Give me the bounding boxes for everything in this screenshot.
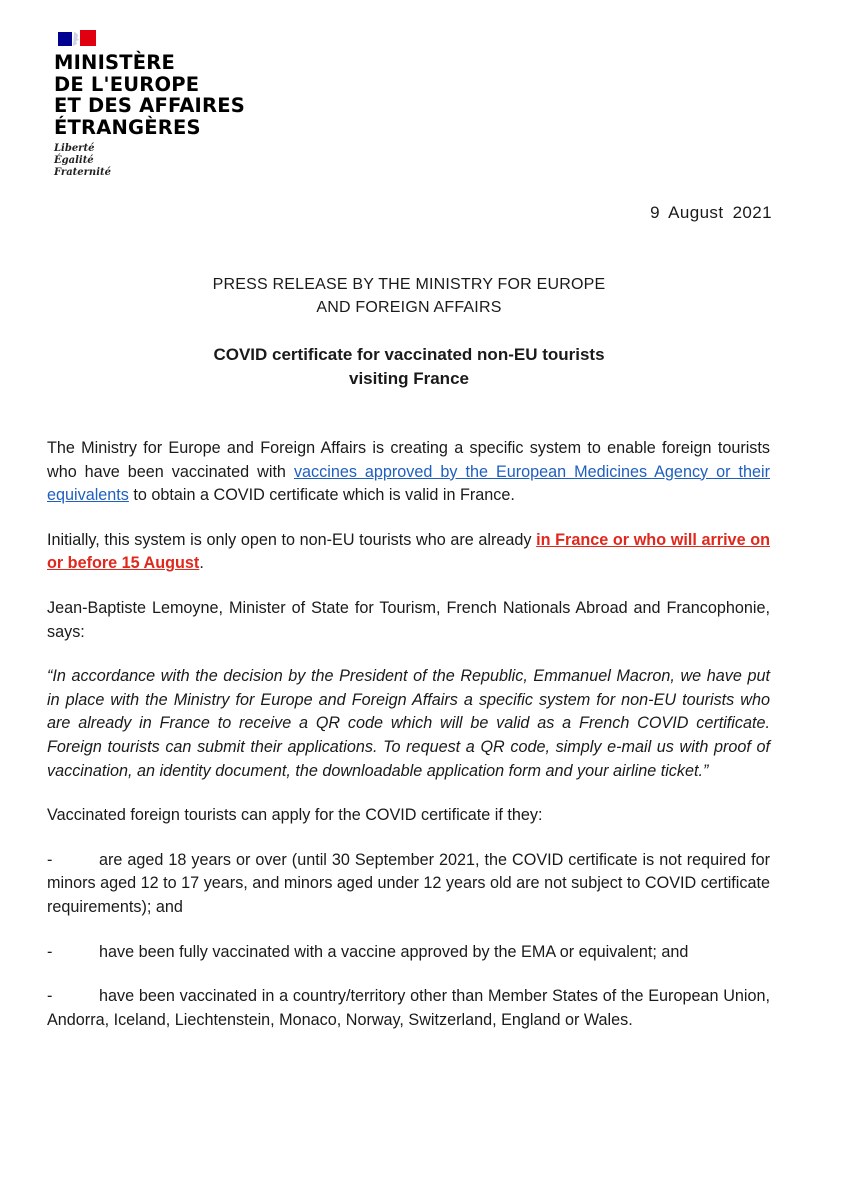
intro-text-end: to obtain a COVID certificate which is valid in France. xyxy=(128,486,515,505)
bullet-dash: - xyxy=(47,987,53,1006)
release-body xyxy=(47,437,770,1053)
press-release-line: PRESS RELEASE BY THE MINISTRY FOR EUROPE xyxy=(212,276,606,293)
ministry-logo xyxy=(54,22,254,179)
condition-text: have been vaccinated in a country/territory other than Member States of the European Union, Andorra, Iceland, Liechtenstein, Monaco, Norway, Switzerland, England or Wales. xyxy=(47,987,770,1029)
condition-item xyxy=(47,849,770,920)
marianne-profile-icon xyxy=(72,32,80,46)
condition-item xyxy=(47,941,770,965)
ministry-line: DE L'EUROPE xyxy=(54,72,200,96)
condition-item xyxy=(47,985,770,1032)
ministry-line: ET DES AFFAIRES xyxy=(54,94,245,117)
title-line: COVID certificate for vaccinated non-EU tourists xyxy=(213,345,605,364)
scope-text-end: . xyxy=(199,554,204,573)
bullet-dash: - xyxy=(47,942,53,961)
flag-red-block xyxy=(80,30,96,46)
conditions-intro: Vaccinated foreign tourists can apply for the COVID certificate if they: xyxy=(47,806,543,825)
bullet-dash: - xyxy=(47,850,53,869)
title-line: visiting France xyxy=(349,369,469,388)
condition-text: are aged 18 years or over (until 30 September 2021, the COVID certificate is not required for minors aged 12 to 17 years, and minors aged under 12 years old are not subject to COVID certificate requirements); and xyxy=(47,850,770,916)
arrival-deadline-highlight: in France or who will arrive on or before 15 August xyxy=(47,530,770,573)
motto xyxy=(54,143,254,179)
intro-text-start: The Ministry for Europe and Foreign Affairs is creating a specific system to enable foreign tourists who have been vaccinated with xyxy=(47,439,770,481)
condition-text: have been fully vaccinated with a vaccine approved by the EMA or equivalent; and xyxy=(99,942,689,961)
scope-text-start: Initially, this system is only open to non-EU tourists who are already xyxy=(47,530,537,549)
motto-line: Fraternité xyxy=(54,167,111,178)
scope-paragraph xyxy=(47,529,770,576)
press-release-line: AND FOREIGN AFFAIRS xyxy=(316,299,502,316)
motto-line: Égalité xyxy=(54,155,94,166)
page-title xyxy=(0,343,818,391)
marianne-flag-icon xyxy=(58,22,254,46)
minister-quote: “In accordance with the decision by the President of the Republic, Emmanuel Macron, we have put in place with the Ministry for Europe and Foreign Affairs a specific system for non-EU tourists who are already in France to receive a QR code which will be valid as a French COVID certificate. Foreign tourists can submit their applications. To request a QR code, simply e-mail us with proof of vaccination, an identity document, the downloadable application form and your airline ticket.” xyxy=(47,667,770,780)
motto-line: Liberté xyxy=(54,143,95,154)
press-release-heading xyxy=(0,273,818,319)
ministry-name xyxy=(54,52,254,138)
release-date: 9 August 2021 xyxy=(650,203,772,222)
minister-paragraph: Jean-Baptiste Lemoyne, Minister of State for Tourism, French Nationals Abroad and Francophonie, says: xyxy=(47,598,770,641)
flag-blue-block xyxy=(58,32,72,46)
ema-vaccines-link[interactable]: vaccines approved by the European Medicines Agency or their equivalents xyxy=(47,462,770,505)
intro-paragraph xyxy=(47,437,770,508)
ministry-line: MINISTÈRE xyxy=(54,51,176,74)
ministry-line: ÉTRANGÈRES xyxy=(54,115,201,139)
